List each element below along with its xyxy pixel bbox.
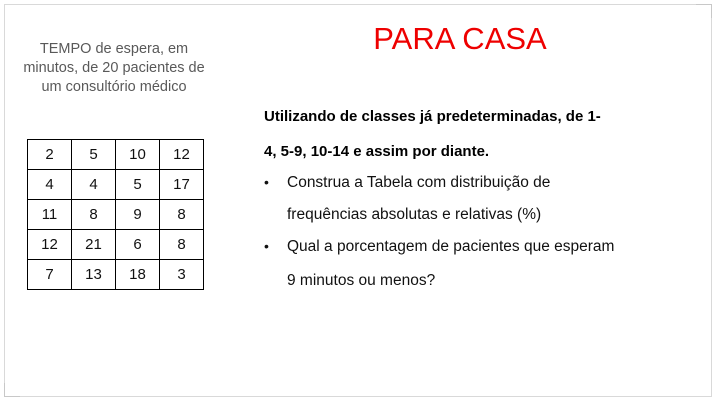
table-cell: 3: [160, 260, 204, 290]
table-cell: 12: [28, 230, 72, 260]
table-cell: 10: [116, 140, 160, 170]
table-cell: 5: [116, 170, 160, 200]
table-row: [28, 230, 204, 260]
table-cell: 8: [160, 200, 204, 230]
table-cell: 8: [72, 200, 116, 230]
table-cell: 13: [72, 260, 116, 290]
table-cell: 7: [28, 260, 72, 290]
table-cell: 6: [116, 230, 160, 260]
table-cell: 9: [116, 200, 160, 230]
bullet-text-continuation: frequências absolutas e relativas (%): [287, 206, 542, 223]
table-cell: 12: [160, 140, 204, 170]
table-cell: 4: [28, 170, 72, 200]
table-cell: 17: [160, 170, 204, 200]
bullet-text-continuation: 9 minutos ou menos?: [287, 272, 436, 289]
table-cell: 8: [160, 230, 204, 260]
table-row: [28, 170, 204, 200]
table-cell: 2: [28, 140, 72, 170]
bullet-text: Construa a Tabela com distribuição de: [287, 174, 551, 191]
bullet-icon: •: [264, 174, 269, 190]
table-row: [28, 140, 204, 170]
slide-title: PARA CASA: [373, 21, 547, 56]
waiting-time-table: [27, 139, 204, 290]
table-cell: 18: [116, 260, 160, 290]
instruction-line: 4, 5-9, 10-14 e assim por diante.: [264, 143, 490, 160]
corner-mark-bottom-left: [4, 383, 20, 397]
instruction-line: Utilizando de classes já predeterminadas, de 1-: [264, 108, 601, 125]
table-row: [28, 260, 204, 290]
table-caption: TEMPO de espera, em minutos, de 20 pacientes de um consultório médico: [23, 41, 205, 95]
corner-mark-top-right: [696, 4, 712, 18]
bullet-text: Qual a porcentagem de pacientes que esperam: [287, 238, 615, 255]
table-row: [28, 200, 204, 230]
table-cell: 11: [28, 200, 72, 230]
table-cell: 21: [72, 230, 116, 260]
table-cell: 5: [72, 140, 116, 170]
table-cell: 4: [72, 170, 116, 200]
bullet-icon: •: [264, 238, 269, 254]
